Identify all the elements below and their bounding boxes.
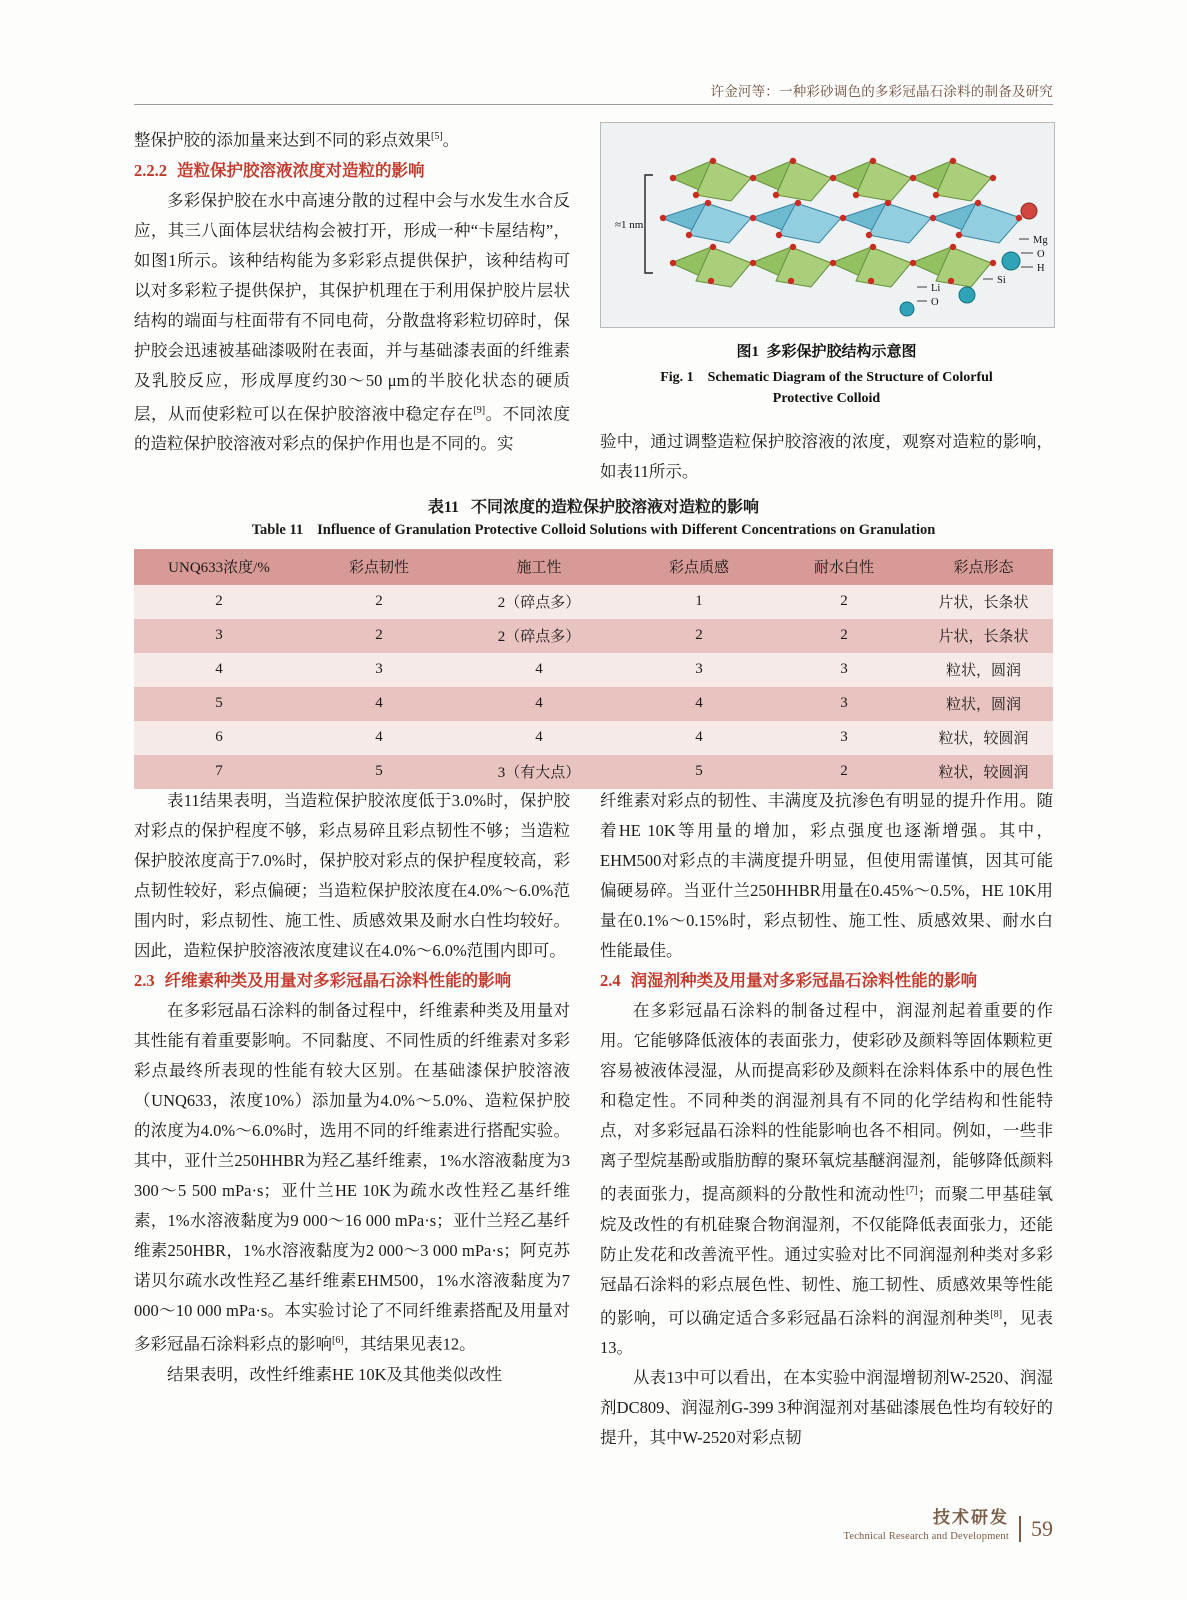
citation-ref: [8] [990, 1308, 1003, 1320]
table-cell: 2（碎点多） [454, 619, 624, 653]
figure-caption-cn [600, 340, 1053, 361]
table-cell: 4 [624, 687, 774, 721]
left-column-bottom [134, 786, 570, 1390]
table-row [134, 721, 1053, 755]
table-title-text-cn: 不同浓度的造粒保护胶溶液对造粒的影响 [471, 499, 760, 516]
table-cell: 2 [304, 619, 454, 653]
table-cell: 粒状，圆润 [914, 653, 1053, 687]
table-header-cell: 彩点韧性 [304, 549, 454, 585]
svg-text:Si: Si [997, 275, 1006, 286]
paragraph-wetting-agent [600, 996, 1053, 1363]
svg-text:H: H [1037, 263, 1045, 274]
paragraph-cellulose-continued: 纤维素对彩点的韧性、丰满度及抗渗色有明显的提升作用。随着HE 10K等用量的增加，彩点强度也逐渐增强。其中，EHM500对彩点的丰满度提升明显，但使用需谨慎，因其可能偏硬易碎。当亚什兰250HHBR用量在0.45%～0.5%，HE 10K用量在0.1%～0.15%时，彩点韧性、施工性、质感效果、耐水白性能最佳。 [600, 791, 1053, 960]
footer-section-en: Technical Research and Development [843, 1531, 1009, 1542]
table-cell: 5 [304, 755, 454, 789]
table-cell: 3 [774, 653, 914, 687]
running-head: 许金河等：一种彩砂调色的多彩冠晶石涂料的制备及研究 [710, 84, 1053, 99]
citation-ref: [9] [473, 404, 486, 416]
paragraph-after-figure: 验中，通过调整造粒保护胶溶液的浓度，观察对造粒的影响，如表11所示。 [600, 432, 1053, 481]
table-cell: 3 [624, 653, 774, 687]
table-cell: 2 [134, 585, 304, 619]
figure-title-en-line2: Protective Colloid [772, 391, 881, 406]
svg-text:Li: Li [931, 283, 941, 294]
paragraph-cellulose [134, 996, 570, 1360]
para-text: 多彩保护胶在水中高速分散的过程中会与水发生水合反应，其三八面体层状结构会被打开，形成一种“卡屋结构”，如图1所示。该种结构能为多彩彩点提供保护，该种结构可以对多彩粒子提供保护，其保护机理在于利用保护胶片层状结构的端面与柱面带有不同电荷，分散盘将彩粒切碎时，保护胶会迅速被基础漆吸附在表面，并与基础漆表面的纤维素及乳胶反应，形成厚度约30～50 μm的半胶化状态的硬质层，从而使彩粒可以在保护胶溶液中稳定存在 [134, 190, 570, 423]
scale-label: ≈1 nm [615, 219, 644, 231]
figure-1-image [600, 122, 1055, 328]
table-header-cell: 彩点形态 [914, 549, 1053, 585]
section-heading-2-4 [600, 966, 1053, 996]
section-title: 造粒保护胶溶液浓度对造粒的影响 [177, 160, 425, 180]
table-cell: 4 [454, 721, 624, 755]
table-cell: 2 [624, 619, 774, 653]
table-cell: 4 [454, 653, 624, 687]
table-cell: 4 [134, 653, 304, 687]
para-text: ；而聚二甲基硅氧烷及改性的有机硅聚合物润湿剂，不仅能降低表面张力，还能防止发花和改善流平性。通过实验对比不同润湿剂种类对多彩冠晶石涂料的彩点展色性、韧性、施工韧性、质感效果等性能的影响，可以确定适合多彩冠晶石涂料的润湿剂种类 [600, 1184, 1054, 1327]
table-title-cn [134, 494, 1053, 517]
table-row [134, 619, 1053, 653]
section-number: 2.3 [134, 971, 155, 990]
section-number: 2.2.2 [134, 160, 167, 180]
para-text: 。不同浓度的造粒保护胶溶液对彩点的保护作用也是不同的。实 [134, 404, 571, 453]
table-cell: 5 [134, 687, 304, 721]
figure-label-cn: 图1 [736, 344, 759, 360]
right-column-bottom [600, 786, 1053, 1453]
table-cell: 5 [624, 755, 774, 789]
table-row [134, 687, 1053, 721]
table-cell: 4 [454, 687, 624, 721]
table-cell: 3（有大点） [454, 755, 624, 789]
table-header-cell: UNQ633浓度/% [134, 549, 304, 585]
table-cell: 粒状，圆润 [914, 687, 1053, 721]
para-text: 在多彩冠晶石涂料的制备过程中，纤维素种类及用量对其性能有着重要影响。不同黏度、不同性质的纤维素对多彩彩点最终所表现的性能有较大区别。在基础漆保护胶溶液（UNQ633，浓度10%）添加量为4.0%～5.0%、造粒保护胶的浓度为4.0%～6.0%时，选用不同的纤维素进行搭配实验。其中，亚什兰250HHBR为羟乙基纤维素，1%水溶液黏度为3 300～5 500 mPa·s；亚什兰HE 10K为疏水改性羟乙基纤维素，1%水溶液黏度为9 000～16 000 mPa·s；亚什兰羟乙基纤维素250HBR，1%水溶液黏度为2 000～3 000 mPa·s；阿克苏诺贝尔疏水改性羟乙基纤维素EHM500，1%水溶液黏度为7 000～10 000 mPa·s。本实验讨论了不同纤维素搭配及用量对多彩冠晶石涂料彩点的影响 [134, 1001, 570, 1354]
table-11-block [134, 494, 1053, 789]
section-number: 2.4 [600, 971, 621, 990]
table-cell: 2 [774, 585, 914, 619]
table-cell: 4 [304, 721, 454, 755]
page-footer [843, 1503, 1053, 1542]
para-text: ，见表13。 [600, 1308, 1054, 1357]
paragraph-table13-results: 从表13中可以看出，在本实验中润湿增韧剂W-2520、润湿剂DC809、润湿剂G-399 3种润湿剂对基础漆展色性均有较好的提升，其中W-2520对彩点韧 [600, 1368, 1053, 1447]
para-text: 整保护胶的添加量来达到不同的彩点效果 [134, 130, 431, 150]
page-number: 59 [1019, 1516, 1053, 1542]
table-cell: 4 [304, 687, 454, 721]
figure-caption-en [600, 367, 1053, 409]
section-heading-2-2-2 [134, 156, 570, 186]
table-cell: 3 [774, 721, 914, 755]
table-header-cell: 施工性 [454, 549, 624, 585]
table-row [134, 653, 1053, 687]
paragraph-continuation [134, 122, 570, 156]
table-cell: 3 [774, 687, 914, 721]
citation-ref: [7] [905, 1185, 918, 1196]
header-divider [134, 104, 1053, 105]
table-cell: 3 [304, 653, 454, 687]
colloid-structure-diagram [601, 123, 1054, 327]
table-cell: 粒状，较圆润 [914, 721, 1053, 755]
footer-section-cn: 技术研发 [933, 1508, 1009, 1527]
table-cell: 2 [304, 585, 454, 619]
figure-label-en: Fig. 1 [660, 370, 694, 385]
citation-ref: [5] [431, 131, 443, 142]
table-11 [134, 549, 1053, 789]
left-column-top [134, 122, 570, 459]
right-column-top [600, 122, 1053, 487]
table-label-en: Table 11 [251, 522, 304, 538]
figure-title-cn: 多彩保护胶结构示意图 [766, 344, 917, 360]
svg-text:O: O [1037, 249, 1045, 260]
section-title: 润湿剂种类及用量对多彩冠晶石涂料性能的影响 [630, 971, 978, 990]
table-header-cell: 彩点质感 [624, 549, 774, 585]
table-cell: 1 [624, 585, 774, 619]
section-title: 纤维素种类及用量对多彩冠晶石涂料性能的影响 [164, 971, 512, 990]
table-cell: 7 [134, 755, 304, 789]
section-heading-2-3 [134, 966, 570, 996]
para-text: 在多彩冠晶石涂料的制备过程中，润湿剂起着重要的作用。它能够降低液体的表面张力，使彩砂及颜料等固体颗粒更容易被液体浸湿，从而提高彩砂及颜料在涂料体系中的展色性和稳定性。不同种类的润湿剂具有不同的化学结构和性能特点，对多彩冠晶石涂料的性能影响也各不相同。例如，一些非离子型烷基酚或脂肪醇的聚环氧烷基醚润湿剂，能够降低颜料的表面张力，提高颜料的分散性和流动性 [600, 1001, 1053, 1204]
paragraph-granulation [134, 186, 570, 460]
table-header-row [134, 549, 1053, 585]
para-end: 。 [442, 130, 460, 150]
svg-text:O: O [931, 297, 939, 308]
table-cell: 4 [624, 721, 774, 755]
table-cell: 片状，长条状 [914, 585, 1053, 619]
table-cell: 3 [134, 619, 304, 653]
table-cell: 6 [134, 721, 304, 755]
figure-title-en-line1: Schematic Diagram of the Structure of Colorful [707, 370, 993, 385]
table-cell: 片状，长条状 [914, 619, 1053, 653]
paragraph-cellulose-result: 结果表明，改性纤维素HE 10K及其他类似改性 [167, 1364, 503, 1384]
table-row [134, 755, 1053, 789]
table-header-cell: 耐水白性 [774, 549, 914, 585]
table-cell: 2 [774, 619, 914, 653]
table-row [134, 585, 1053, 619]
paragraph-table11-results: 表11结果表明，当造粒保护胶浓度低于3.0%时，保护胶对彩点的保护程度不够，彩点易碎且彩点韧性不够；当造粒保护胶浓度高于7.0%时，保护胶对彩点的保护程度较高，彩点韧性较好，彩点偏硬；当造粒保护胶浓度在4.0%～6.0%范围内时，彩点韧性、施工性、质感效果及耐水白性均较好。因此，造粒保护胶溶液浓度建议在4.0%～6.0%范围内即可。 [134, 791, 570, 960]
svg-text:Mg: Mg [1033, 235, 1048, 246]
table-title-text-en: Influence of Granulation Protective Colloid Solutions with Different Concentrations on Granulation [317, 522, 936, 538]
para-text: ，其结果见表12。 [343, 1334, 476, 1354]
table-cell: 粒状，较圆润 [914, 755, 1053, 789]
table-title-en [134, 522, 1053, 539]
table-cell: 2 [774, 755, 914, 789]
table-cell: 2（碎点多） [454, 585, 624, 619]
table-label-cn: 表11 [427, 499, 460, 516]
citation-ref: [6] [332, 1335, 344, 1346]
